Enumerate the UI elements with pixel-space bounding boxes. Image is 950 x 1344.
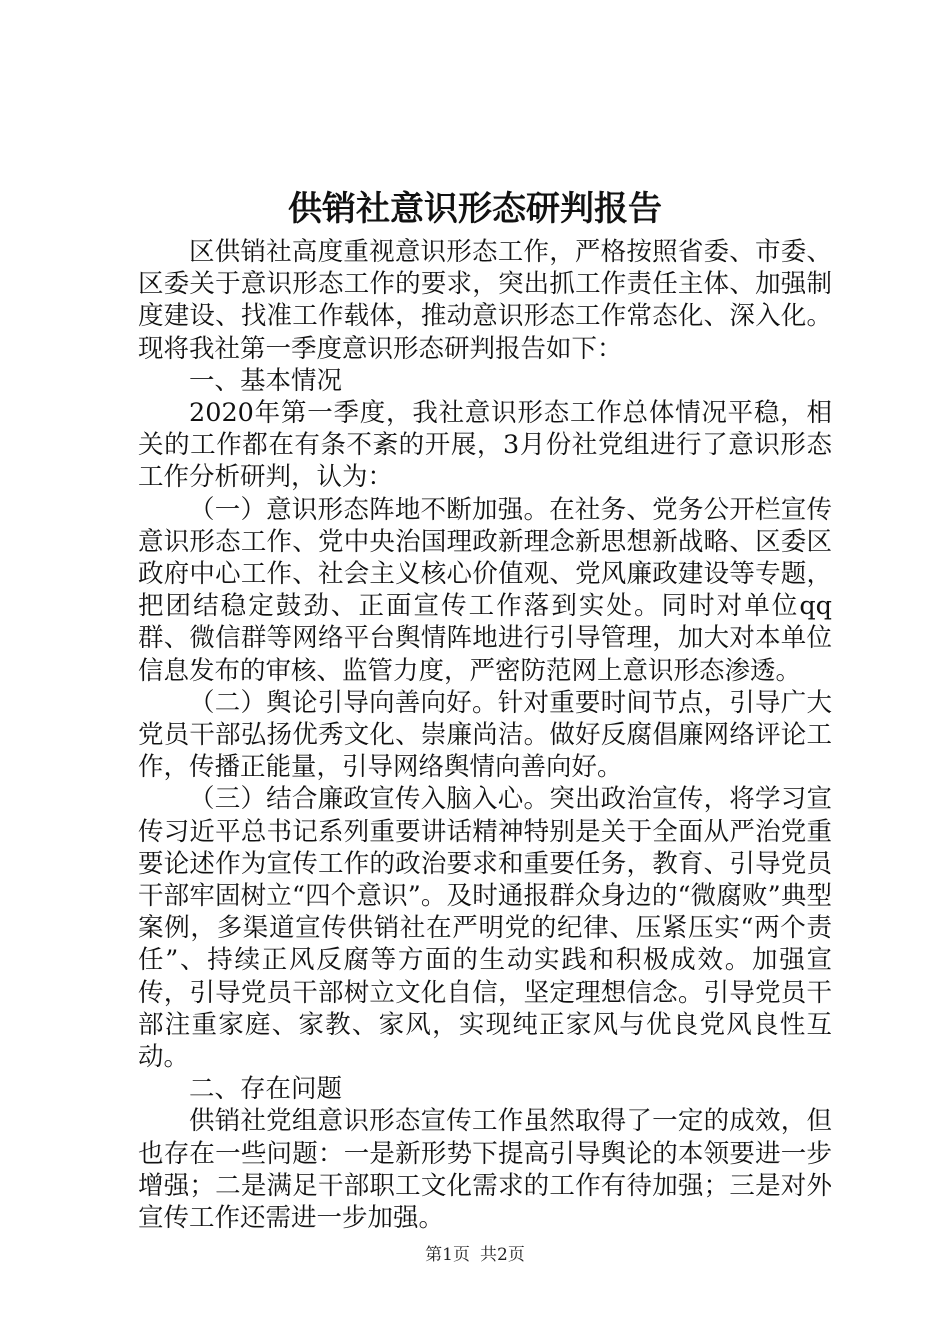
point-three-paragraph: （三）结合廉政宣传入脑入心。突出政治宣传，将学习宣传习近平总书记系列重要讲话精神特别是关于全面从严治党重要论述作为宣传工作的政治要求和重要任务，教育、引导党员干部牢固树立“四个意识”。及时通报群众身边的“微腐败”典型案例，多渠道宣传供销社在严明党的纪律、压紧压实“两个责任”、持续正风反腐等方面的生动实践和积极成效。加强宣传，引导党员干部树立文化自信，坚定理想信念。引导党员干部注重家庭、家教、家风，实现纯正家风与优良党风良性互动。 — [138, 784, 832, 1073]
point-one-paragraph: （一）意识形态阵地不断加强。在社务、党务公开栏宣传意识形态工作、党中央治国理政新理念新思想新战略、区委区政府中心工作、社会主义核心价值观、党风廉政建设等专题，把团结稳定鼓劲、正面宣传工作落到实处。同时对单位qq群、微信群等网络平台舆情阵地进行引导管理，加大对本单位信息发布的审核、监管力度，严密防范网上意识形态渗透。 — [138, 494, 832, 686]
section-heading-basic-situation: 一、基本情况 — [189, 365, 343, 396]
problems-paragraph: 供销社党组意识形态宣传工作虽然取得了一定的成效，但也存在一些问题：一是新形势下提高引导舆论的本领要进一步增强；二是满足干部职工文化需求的工作有待加强；三是对外宣传工作还需进一步加强。 — [138, 1106, 832, 1234]
intro-paragraph: 区供销社高度重视意识形态工作，严格按照省委、市委、区委关于意识形态工作的要求，突出抓工作责任主体、加强制度建设、找准工作载体，推动意识形态工作常态化、深入化。现将我社第一季度意识形态研判报告如下： — [138, 237, 832, 364]
point-two-paragraph: （二）舆论引导向善向好。针对重要时间节点，引导广大党员干部弘扬优秀文化、崇廉尚洁。做好反腐倡廉网络评论工作，传播正能量，引导网络舆情向善向好。 — [138, 687, 832, 783]
page-number: 第1页 — [425, 1245, 470, 1265]
basic-situation-paragraph: 2020年第一季度，我社意识形态工作总体情况平稳，相关的工作都在有条不紊的开展，3月份社党组进行了意识形态工作分析研判，认为： — [138, 398, 832, 493]
section-heading-problems: 二、存在问题 — [189, 1074, 343, 1105]
page-total: 共2页 — [480, 1245, 525, 1265]
document-title: 供销社意识形态研判报告 — [288, 189, 662, 229]
document-body — [138, 236, 832, 1234]
page-footer — [0, 1243, 950, 1267]
